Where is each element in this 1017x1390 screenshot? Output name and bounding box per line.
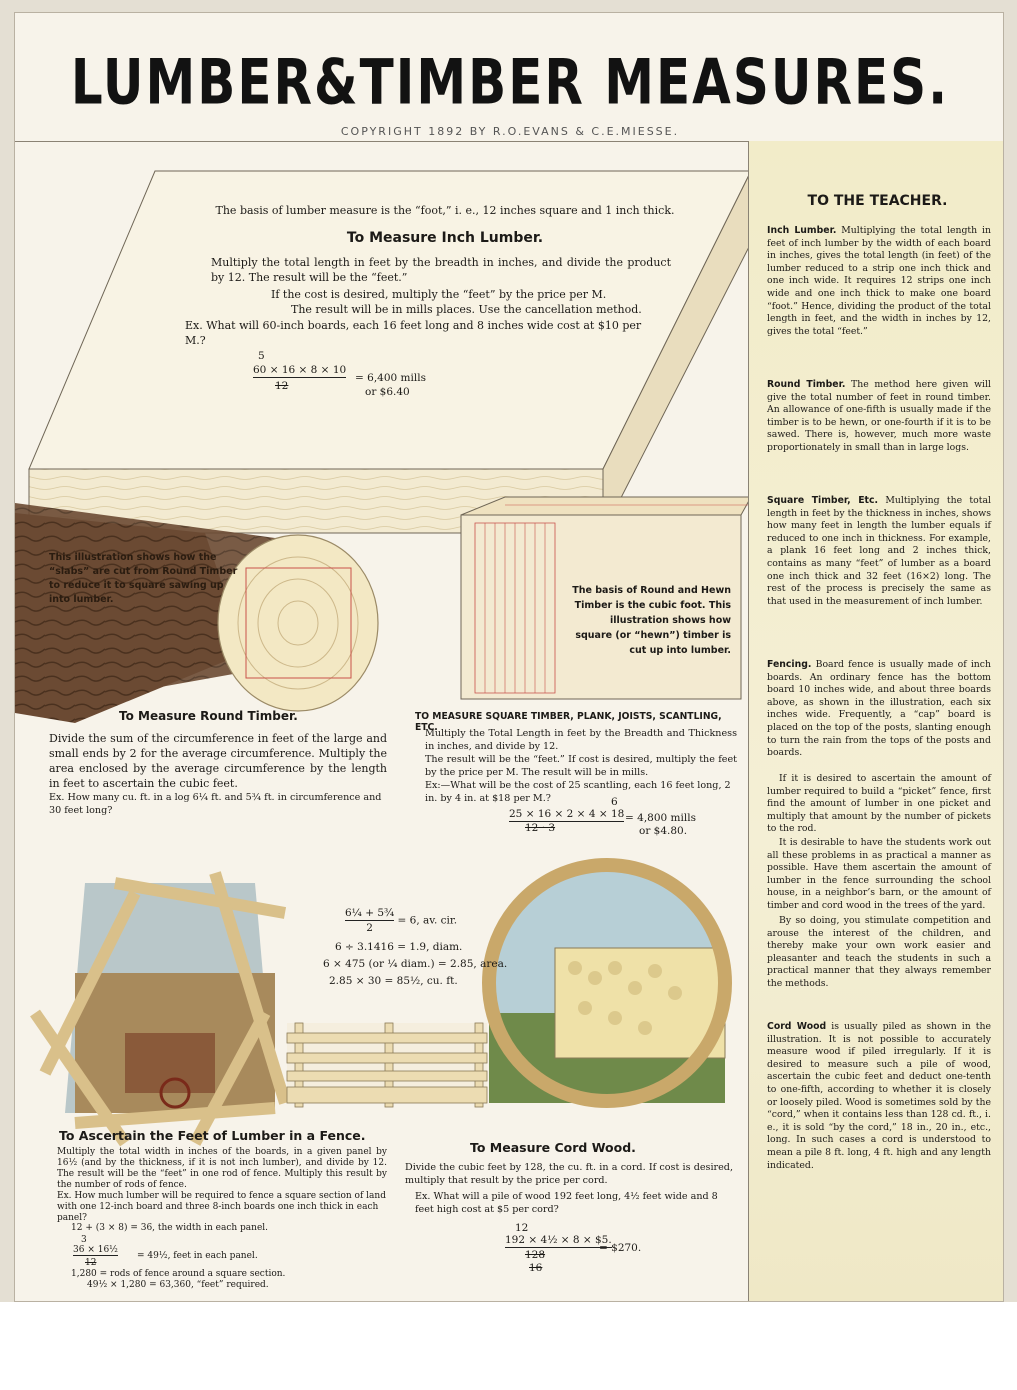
square-timber-body-1: Multiply the Total Length in feet by the Breadth and Thickness in inches, and divide by 12.: [425, 728, 737, 752]
teacher-fencing-body-2: If it is desired to ascertain the amount of lumber required to build a “picket” fence, first find the amount of lumber in one picket and multiply that amount by the number of pickets to the rod.: [767, 773, 991, 835]
lumber-yard-illustration: [35, 873, 285, 1143]
inch-lumber-calc-result: = 6,400 mills: [355, 372, 426, 384]
log-illustration: [15, 503, 378, 723]
teacher-inch-lumber: [767, 225, 991, 338]
cord-wood-example: Ex. What will a pile of wood 192 feet long, 4½ feet wide and 8 feet high cost at $5 per cord?: [415, 1191, 718, 1215]
page-title: LUMBER&TIMBER MEASURES.: [70, 45, 950, 119]
round-timber-heading: To Measure Round Timber.: [119, 709, 298, 723]
inch-lumber-example: Ex. What will 60-inch boards, each 16 feet long and 8 inches wide cost at $10 per M.?: [185, 319, 642, 347]
fence-calc-result: = 49½, feet in each panel.: [137, 1251, 258, 1261]
square-timber-calc-denominator: 12 · 3: [525, 822, 556, 834]
teacher-cord-wood: [767, 1021, 991, 1172]
inch-lumber-rule-3: The result will be in mills places. Use the cancellation method.: [291, 303, 642, 316]
cord-wood-calc-result: = $270.: [599, 1242, 642, 1254]
teacher-round-timber: [767, 379, 991, 455]
fence-calc-numerator: 36 × 16½: [73, 1245, 118, 1255]
teacher-fencing-title: Fencing.: [767, 659, 812, 670]
square-timber-calc-result-dollars: or $4.80.: [639, 825, 688, 837]
teacher-fencing-body-1: Board fence is usually made of inch boards. An ordinary fence has the bottom board 10 inches wide, and about three boards above, as shown in the illustration, each six inches wide. Frequently, a “cap” board is placed on the top of the posts, slanting enough to turn the rain from the tops of the posts and boards.: [767, 659, 991, 759]
round-timber-example: Ex. How many cu. ft. in a log 6¼ ft. and 5¾ ft. in circumference and 30 feet long?: [49, 792, 382, 816]
cord-wood-calc-denominator-2: 16: [529, 1262, 543, 1274]
fence-heading: To Ascertain the Feet of Lumber in a Fence.: [59, 1128, 366, 1143]
square-timber-heading: TO MEASURE SQUARE TIMBER, PLANK, JOISTS, SCANTLING, ETC.: [415, 711, 722, 733]
inch-lumber-calc-numerator: 60 × 16 × 8 × 10: [253, 364, 347, 376]
inch-lumber-calc-denominator: 12: [275, 380, 289, 392]
teacher-square-timber-title: Square Timber, Etc.: [767, 495, 879, 506]
fence-calc-rods: 1,280 = rods of fence around a square section.: [71, 1269, 286, 1279]
square-timber-body-2: The result will be the “feet.” If cost is desired, multiply the feet by the price per M. The result will be in mills.: [425, 754, 737, 778]
cord-wood-heading: To Measure Cord Wood.: [470, 1140, 636, 1155]
log-caption: This illustration shows how the “slabs” are cut from Round Timber to reduce it to square sawing up into lumber.: [49, 552, 238, 605]
teacher-cord-wood-title: Cord Wood: [767, 1021, 827, 1032]
inch-lumber-calc-top: 5: [258, 350, 265, 362]
cord-wood-calc-denominator-1: 128: [525, 1249, 546, 1261]
teacher-cord-wood-body: is usually piled as shown in the illustration. It is not possible to accurately measure wood if piled irregularly. If it is desired to measure such a pile of wood, ascertain the cubic feet and deduct one-tenth to one-fifth, according to whether it is closely or loosely piled. Wood is sometimes sold by the “cord,” when it contains less than 128 cd. ft., i. e., it is sold “by the cord,” 18 in., 20 in., etc., long. In such cases a cord is understood to mean a pile 8 ft. long, 4 ft. high and any length indicated.: [767, 1021, 991, 1171]
square-timber-calc-top: 6: [611, 796, 618, 808]
round-timber-calc-area: 6 × 475 (or ¼ diam.) = 2.85, area.: [323, 958, 508, 970]
fence-illustration: [287, 1023, 487, 1107]
board-illustration: [29, 171, 751, 533]
teacher-round-timber-title: Round Timber.: [767, 379, 846, 390]
cord-wood-illustration: [489, 865, 725, 1103]
teacher-square-timber-body: Multiplying the total length in feet by the thickness in inches, shows how many feet in length the lumber equals if reduced to one inch in thickness. For example, a plank 16 feet long and 2 inches thick, contains as many “feet” of lumber as a board one inch thick and 32 feet (16×2) long. The rest of the process is precisely the same as that used in the measurement of inch lumber.: [767, 495, 992, 607]
round-timber-calc-volume: 2.85 × 30 = 85½, cu. ft.: [329, 975, 458, 987]
teacher-fencing-body-3: It is desirable to have the students work out all these problems in as practical a manner as possible. Have them ascertain the amount of lumber in the fence surrounding the school house, in a neighbor’s barn, or the amount of timber and cord wood in the trees of the yard.: [767, 837, 991, 911]
fence-calc-width: 12 + (3 × 8) = 36, the width in each panel.: [71, 1223, 269, 1233]
fence-calc-total: 49½ × 1,280 = 63,360, “feet” required.: [87, 1280, 269, 1290]
cord-wood-calc-top: 12: [515, 1222, 529, 1234]
cord-wood-calc-numerator: 192 × 4½ × 8 × $5.: [505, 1234, 612, 1246]
timber-block-caption: The basis of Round and Hewn Timber is the cubic foot. This illustration shows how square (or “hewn”) timber is cut up into lumber.: [572, 585, 731, 656]
inch-lumber-heading: To Measure Inch Lumber.: [346, 230, 544, 246]
square-timber-example: Ex:—What will be the cost of 25 scantling, each 16 feet long, 2 in. by 4 in. at $18 per M.?: [425, 780, 731, 804]
fence-calc-denominator: 12: [85, 1258, 97, 1268]
poster: [14, 12, 1004, 1302]
square-timber-calc-result: = 4,800 mills: [625, 812, 696, 824]
round-timber-body: Divide the sum of the circumference in feet of the large and small ends by 2 for the average circumference. Multiply the area enclosed by the average circumference by the length in feet to ascertain the cubic feet.: [49, 732, 387, 790]
round-timber-calc-fraction: $\frac{\text{6¼ + 5¾}}{2} = 6$, av. cir.: [345, 907, 458, 934]
bottom-margin: [0, 1302, 1017, 1390]
lumber-basis-intro: The basis of lumber measure is the “foot,” i. e., 12 inches square and 1 inch thick.: [215, 204, 675, 217]
inch-lumber-rule-2: If the cost is desired, multiply the “feet” by the price per M.: [271, 288, 607, 301]
square-timber-calc-numerator: 25 × 16 × 2 × 4 × 18: [509, 808, 625, 820]
fence-body: Multiply the total width in inches of the boards, in a given panel by 16½ (and by the thickness, if it is not inch lumber), and divide by 12. The result will be the “feet” in one rod of fence. Multiply this result by the number of rods of fence.: [57, 1147, 387, 1190]
teacher-panel: [748, 141, 1004, 1302]
copyright-line: COPYRIGHT 1892 BY R.O.EVANS & C.E.MIESSE.: [340, 125, 680, 138]
teacher-round-timber-body: The method here given will give the total number of feet in round timber. An allowance of one-fifth is usually made if the timber is to be hewn, or one-fourth if it is to be sawed. There is, however, much more waste proportionately in small than in large logs.: [767, 379, 991, 453]
teacher-fencing: [767, 659, 991, 760]
teacher-inch-lumber-title: Inch Lumber.: [767, 225, 837, 236]
cord-wood-body: Divide the cubic feet by 128, the cu. ft. in a cord. If cost is desired, multiply that result by the price per cord.: [405, 1162, 733, 1186]
teacher-heading: TO THE TEACHER.: [807, 193, 948, 209]
round-timber-calc-diameter: 6 ÷ 3.1416 = 1.9, diam.: [335, 941, 463, 953]
teacher-square-timber: [767, 495, 991, 608]
fence-calc-top: 3: [81, 1235, 87, 1245]
inch-lumber-calc-result-dollars: or $6.40: [365, 386, 410, 398]
teacher-inch-lumber-body: Multiplying the total length in feet of inch lumber by the width of each board in inches, gives the total length (in feet) of the lumber reduced to a strip one inch thick and one inch wide. It requires 12 strips one inch wide and one inch thick to make one board “foot.” Hence, dividing the product of the total length in feet, and the width in inches by 12, gives the total “feet.”: [767, 225, 991, 337]
fence-example: Ex. How much lumber will be required to fence a square section of land with one 12-inch board and three 8-inch boards one inch thick in each panel?: [57, 1191, 386, 1223]
inch-lumber-rule-1: Multiply the total length in feet by the breadth in inches, and divide the product by 12. The result will be the “feet.”: [211, 256, 671, 284]
teacher-fencing-body-4: By so doing, you stimulate competition and arouse the interest of the children, and thereby make your own work easier and pleasanter and teach the students in such a practical manner that they always remember the methods.: [767, 915, 991, 989]
